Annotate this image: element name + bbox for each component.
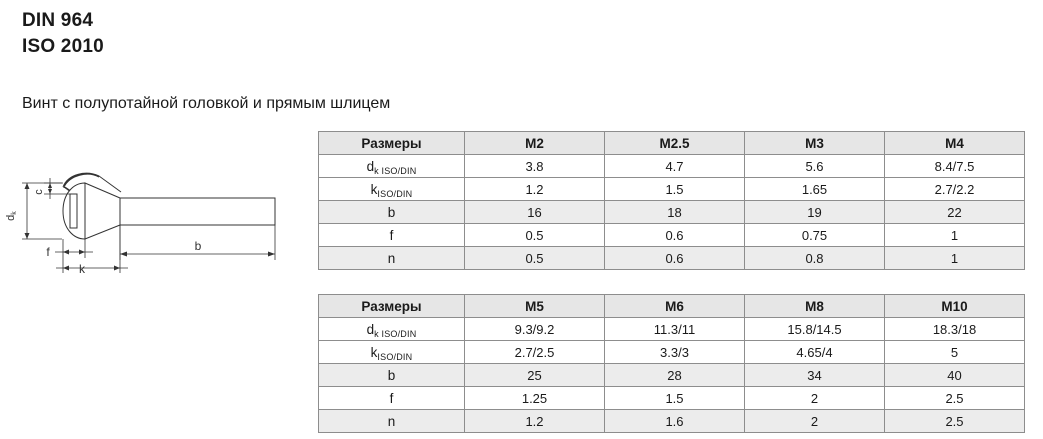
dimension-label-k: k xyxy=(79,262,85,275)
table-cell: 1.2 xyxy=(465,178,605,201)
table-cell: 3.8 xyxy=(465,155,605,178)
table-cell: 1.25 xyxy=(465,387,605,410)
table-cell: 0.6 xyxy=(605,224,745,247)
row-label: $k_{ISO/DIN}$ xyxy=(319,178,465,201)
row-label: $d_{k ISO/DIN}$ xyxy=(319,155,465,178)
row-label: n xyxy=(319,410,465,433)
table-cell: 4.7 xyxy=(605,155,745,178)
table-cell: 2.7/2.5 xyxy=(465,341,605,364)
table-row xyxy=(319,318,1025,341)
table-header-cell: M8 xyxy=(745,295,885,318)
table-header-cell: M2.5 xyxy=(605,132,745,155)
table-header-row xyxy=(319,132,1025,155)
table-cell: 19 xyxy=(745,201,885,224)
table-cell: 0.6 xyxy=(605,247,745,270)
table-header-cell: M6 xyxy=(605,295,745,318)
table-row xyxy=(319,178,1025,201)
table-header-cell: Размеры xyxy=(319,132,465,155)
table-header-cell: M3 xyxy=(745,132,885,155)
table-cell: 3.3/3 xyxy=(605,341,745,364)
standard-iso: ISO 2010 xyxy=(22,36,104,57)
dimensions-table-metric-large xyxy=(318,294,1025,433)
table-cell: 2 xyxy=(745,410,885,433)
row-label: b xyxy=(319,201,465,224)
table-header-cell: M4 xyxy=(885,132,1025,155)
table-cell: 8.4/7.5 xyxy=(885,155,1025,178)
row-label: $d_{k ISO/DIN}$ xyxy=(319,318,465,341)
table-cell: 15.8/14.5 xyxy=(745,318,885,341)
product-description: Винт с полупотайной головкой и прямым шлицем xyxy=(22,95,391,112)
screw-drawing-svg xyxy=(0,130,300,275)
dimension-label-c: c xyxy=(33,189,45,195)
table-cell: 2 xyxy=(745,387,885,410)
row-label: n xyxy=(319,247,465,270)
table-row xyxy=(319,224,1025,247)
table-cell: 40 xyxy=(885,364,1025,387)
row-label: b xyxy=(319,364,465,387)
table-row xyxy=(319,155,1025,178)
table-header-cell: M2 xyxy=(465,132,605,155)
table-cell: 0.5 xyxy=(465,247,605,270)
table-cell: 0.5 xyxy=(465,224,605,247)
table-header-cell: M5 xyxy=(465,295,605,318)
table-row xyxy=(319,201,1025,224)
screw-diagram xyxy=(0,130,300,275)
table-cell: 2.5 xyxy=(885,410,1025,433)
table-cell: 34 xyxy=(745,364,885,387)
table-cell: 1.6 xyxy=(605,410,745,433)
table-row xyxy=(319,387,1025,410)
table-row xyxy=(319,247,1025,270)
table-cell: 1.5 xyxy=(605,387,745,410)
dimension-label-b: b xyxy=(194,239,202,253)
table-cell: 4.65/4 xyxy=(745,341,885,364)
table-header-cell: Размеры xyxy=(319,295,465,318)
standard-codes xyxy=(22,8,104,60)
table-cell: 18 xyxy=(605,201,745,224)
dimension-label-dk: dk xyxy=(5,211,18,221)
dimensions-table-metric-small xyxy=(318,131,1025,270)
table-cell: 11.3/11 xyxy=(605,318,745,341)
dimension-label-f: f xyxy=(46,245,50,259)
table-cell: 2.5 xyxy=(885,387,1025,410)
table-cell: 1.2 xyxy=(465,410,605,433)
row-label: f xyxy=(319,387,465,410)
table-cell: 5 xyxy=(885,341,1025,364)
standard-din: DIN 964 xyxy=(22,10,94,31)
table-row xyxy=(319,410,1025,433)
table-cell: 25 xyxy=(465,364,605,387)
table-row xyxy=(319,341,1025,364)
table-cell: 1 xyxy=(885,224,1025,247)
table-cell: 22 xyxy=(885,201,1025,224)
table-cell: 5.6 xyxy=(745,155,885,178)
table-row xyxy=(319,364,1025,387)
dimension-tables xyxy=(318,131,1025,433)
table-cell: 0.75 xyxy=(745,224,885,247)
table-header-cell: M10 xyxy=(885,295,1025,318)
table-cell: 1.65 xyxy=(745,178,885,201)
table-cell: 9.3/9.2 xyxy=(465,318,605,341)
table-cell: 1.5 xyxy=(605,178,745,201)
table-cell: 2.7/2.2 xyxy=(885,178,1025,201)
table-cell: 18.3/18 xyxy=(885,318,1025,341)
row-label: $k_{ISO/DIN}$ xyxy=(319,341,465,364)
table-cell: 1 xyxy=(885,247,1025,270)
row-label: f xyxy=(319,224,465,247)
table-cell: 16 xyxy=(465,201,605,224)
table-cell: 0.8 xyxy=(745,247,885,270)
table-header-row xyxy=(319,295,1025,318)
table-cell: 28 xyxy=(605,364,745,387)
